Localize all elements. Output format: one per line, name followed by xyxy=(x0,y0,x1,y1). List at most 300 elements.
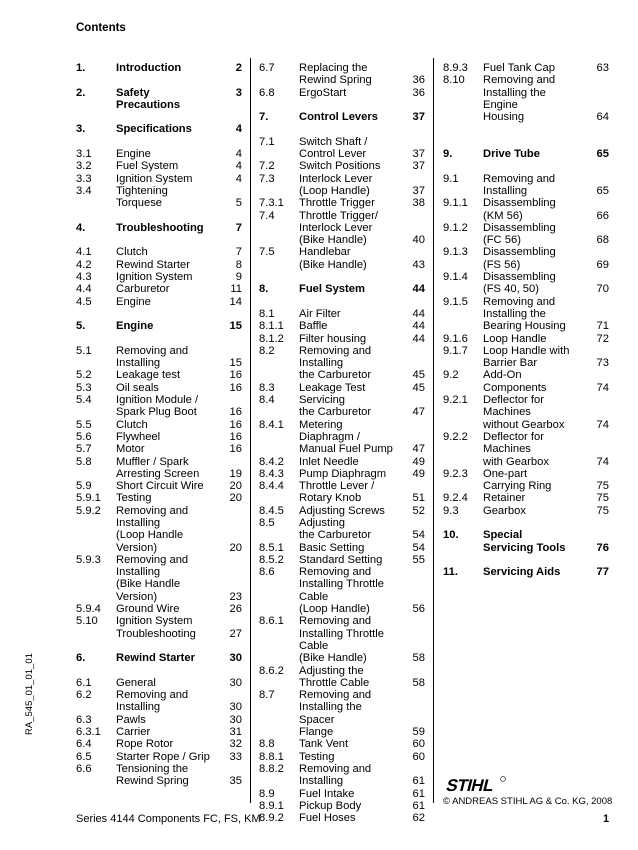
toc-entry-title-line: Switch Positions xyxy=(299,160,381,173)
toc-entry-number: 9.2.3 xyxy=(443,467,468,480)
toc-entry-title-line: Removing and xyxy=(299,615,372,628)
toc-entry-page: 16 xyxy=(229,369,242,382)
toc-entry-title xyxy=(483,197,581,222)
toc-entry-title-line: Installing xyxy=(116,357,161,370)
toc-entry-number: 7.4 xyxy=(259,209,275,222)
toc-entry xyxy=(76,505,242,554)
toc-entry xyxy=(76,394,242,419)
toc-entry-title-line: Ignition System xyxy=(116,615,193,628)
toc-entry-number: 6.3.1 xyxy=(76,726,101,739)
toc-entry xyxy=(76,763,242,788)
toc-entry-page: 44 xyxy=(412,320,425,333)
toc-entry-title-line: Special xyxy=(483,529,523,542)
toc-entry-title-line: Loop Handle with xyxy=(483,344,570,357)
toc-entry-title-line: Removing and xyxy=(299,566,372,579)
toc-entry-title xyxy=(299,542,397,554)
toc-entry-page: 16 xyxy=(229,430,242,443)
toc-entry-title xyxy=(299,419,397,456)
toc-entry xyxy=(76,382,242,394)
toc-entry-title-line: Barrier Bar xyxy=(483,357,538,370)
toc-entry-title-line: Manual Fuel Pump xyxy=(299,443,393,456)
toc-entry-title-line: Disassembling xyxy=(483,221,556,234)
toc-entry xyxy=(443,345,609,370)
toc-entry-title-line: Installing xyxy=(116,701,161,714)
toc-entry-page: 30 xyxy=(229,652,242,665)
footer-series: Series 4144 Components FC, FS, KM xyxy=(76,813,261,825)
toc-entry-number: 8.4.1 xyxy=(259,418,284,431)
toc-entry-page: 74 xyxy=(596,418,609,431)
toc-entry-page: 73 xyxy=(596,357,609,370)
toc-entry-number: 8.4.3 xyxy=(259,467,284,480)
toc-entry-page: 58 xyxy=(412,652,425,665)
toc-entry-title-line: Rewind Starter xyxy=(116,652,195,665)
footer-page-number: 1 xyxy=(603,813,610,825)
toc-entry-page: 2 xyxy=(235,62,242,74)
toc-entry-page: 40 xyxy=(412,234,425,247)
toc-entry-title xyxy=(299,173,397,198)
toc-column-1 xyxy=(76,62,242,788)
toc-entry-title xyxy=(116,677,214,689)
toc-entry-title-line: Installing xyxy=(299,357,344,370)
toc-entry-number: 5.10 xyxy=(76,615,98,628)
toc-entry-title-line: Rewind Spring xyxy=(116,775,189,788)
toc-entry-page: 16 xyxy=(229,443,242,456)
toc-entry-title-line: Interlock Lever xyxy=(299,221,373,234)
toc-entry-page: 37 xyxy=(412,148,425,161)
toc-entry-title xyxy=(299,308,397,320)
toc-entry-page: 4 xyxy=(235,160,242,173)
toc-entry-number: 3.1 xyxy=(76,148,92,161)
toc-entry-number: 3. xyxy=(76,123,86,136)
toc-entry xyxy=(76,480,242,492)
toc-entry-title-line: Switch Shaft / xyxy=(299,135,368,148)
toc-entry-title-line: Add-On Components xyxy=(483,369,547,394)
toc-entry xyxy=(259,419,425,456)
toc-entry xyxy=(259,517,425,542)
toc-entry-number: 9.1.4 xyxy=(443,271,468,284)
toc-entry xyxy=(259,62,425,87)
toc-entry-title xyxy=(116,505,214,554)
toc-entry-title-line: Ground Wire xyxy=(116,603,180,616)
toc-entry xyxy=(259,333,425,345)
toc-entry-page: 61 xyxy=(412,787,425,800)
toc-entry-title xyxy=(483,492,581,504)
toc-entry-number: 3.3 xyxy=(76,172,92,185)
toc-entry-number: 7.3.1 xyxy=(259,197,284,210)
toc-entry-title-line: Removing and xyxy=(116,689,189,702)
toc-entry-page: 20 xyxy=(229,480,242,493)
toc-entry-title xyxy=(483,505,581,517)
toc-entry-page: 30 xyxy=(229,701,242,714)
toc-entry-number: 5.2 xyxy=(76,369,92,382)
toc-entry xyxy=(76,148,242,160)
toc-entry-title-line: Throttle Lever / xyxy=(299,480,375,493)
toc-entry-title-line: Replacing the xyxy=(299,62,368,74)
toc-entry-title-line: Removing and xyxy=(483,172,556,185)
toc-entry-number: 8.10 xyxy=(443,74,465,87)
toc-entry-number: 9.1.1 xyxy=(443,197,468,210)
toc-entry-title-line: Loop Handle xyxy=(483,332,547,345)
toc-entry-number: 8.4.5 xyxy=(259,504,284,517)
toc-entry-page: 4 xyxy=(235,172,242,185)
toc-entry-title-line: (FS 56) xyxy=(483,258,521,271)
toc-entry-title-line: Rope Rotor xyxy=(116,738,174,751)
toc-entry-title-line: Removing and xyxy=(483,74,556,87)
toc-entry-title xyxy=(483,148,581,160)
toc-entry-number: 5.9.4 xyxy=(76,603,101,616)
toc-entry xyxy=(259,505,425,517)
toc-entry-title-line: Tank Vent xyxy=(299,738,349,751)
toc-entry-title-line: (Bike Handle Version) xyxy=(116,578,181,603)
toc-entry-title xyxy=(116,283,214,295)
toc-entry-title xyxy=(299,333,397,345)
toc-entry-number: 5.1 xyxy=(76,344,92,357)
toc-entry-title-line: Oil seals xyxy=(116,381,159,394)
toc-entry xyxy=(443,74,609,123)
toc-entry-title-line: Adjusting xyxy=(299,516,346,529)
toc-entry-number: 7.2 xyxy=(259,160,275,173)
toc-entry-title-line: Filter housing xyxy=(299,332,367,345)
toc-entry-title-line: (Bike Handle) xyxy=(299,234,367,247)
toc-entry-page: 32 xyxy=(229,738,242,751)
toc-entry-number: 8.5 xyxy=(259,516,275,529)
toc-entry-number: 10. xyxy=(443,529,459,542)
toc-entry-title-line: Troubleshooting xyxy=(116,221,204,234)
toc-entry-title-line: Housing xyxy=(483,111,525,124)
toc-entry-title xyxy=(116,320,214,332)
toc-entry-page: 37 xyxy=(412,184,425,197)
toc-entry-title xyxy=(299,382,397,394)
toc-entry-number: 5.9 xyxy=(76,480,92,493)
toc-entry-number: 5.9.2 xyxy=(76,504,101,517)
toc-entry xyxy=(259,160,425,172)
toc-entry-title-line: Removing and xyxy=(116,344,189,357)
toc-entry-page: 36 xyxy=(412,74,425,87)
page-heading: Contents xyxy=(76,22,126,34)
toc-entry-page: 65 xyxy=(596,148,609,161)
toc-entry-title-line: Disassembling xyxy=(483,271,556,284)
column-divider xyxy=(433,58,434,803)
toc-entry-number: 3.2 xyxy=(76,160,92,173)
toc-entry xyxy=(76,456,242,481)
toc-entry-page: 8 xyxy=(235,258,242,271)
toc-entry-page: 47 xyxy=(412,443,425,456)
toc-entry-title xyxy=(116,419,214,431)
toc-entry-page: 23 xyxy=(229,590,242,603)
toc-entry-page: 69 xyxy=(596,258,609,271)
toc-entry-title xyxy=(483,246,581,271)
toc-entry-title-line: Tightening Torquese xyxy=(116,184,168,210)
toc-entry-page: 75 xyxy=(596,480,609,493)
toc-entry-title-line: (KM 56) xyxy=(483,209,523,222)
toc-entry-page: 49 xyxy=(412,455,425,468)
toc-entry-title xyxy=(299,197,397,209)
toc-entry-title-line: Removing and xyxy=(116,553,189,566)
toc-entry-number: 4. xyxy=(76,221,86,234)
toc-entry-title xyxy=(116,726,214,738)
toc-entry-title-line: Fuel System xyxy=(116,160,179,173)
toc-entry xyxy=(443,271,609,296)
toc-entry-page: 51 xyxy=(412,492,425,505)
toc-entry-title-line: Fuel Tank Cap xyxy=(483,62,555,74)
toc-entry-number: 6. xyxy=(76,652,86,665)
toc-entry-title xyxy=(299,136,397,161)
toc-entry-page: 56 xyxy=(412,603,425,616)
toc-entry xyxy=(76,603,242,615)
toc-entry-title-line: Servicing Tools xyxy=(483,541,566,554)
toc-entry xyxy=(76,751,242,763)
toc-entry xyxy=(259,689,425,738)
toc-entry xyxy=(259,136,425,161)
toc-column-3 xyxy=(443,62,609,578)
toc-entry-page: 74 xyxy=(596,381,609,394)
toc-entry xyxy=(443,369,609,394)
toc-entry-title-line: Testing xyxy=(299,750,335,763)
toc-entry-title xyxy=(299,480,397,505)
toc-entry-title-line: Flange xyxy=(299,726,334,739)
toc-entry-title-line: Interlock Lever xyxy=(299,172,373,185)
toc-entry-title-line: Deflector for Machines xyxy=(483,394,544,419)
toc-entry xyxy=(259,308,425,320)
toc-entry-title-line: Fuel Intake xyxy=(299,787,355,800)
toc-entry xyxy=(76,320,242,332)
toc-entry-number: 4.1 xyxy=(76,246,92,259)
toc-entry-page: 7 xyxy=(235,221,242,234)
toc-entry-page: 77 xyxy=(596,566,609,579)
toc-entry-title xyxy=(299,689,397,738)
toc-entry-number: 8.9.3 xyxy=(443,62,468,74)
toc-entry-number: 2. xyxy=(76,86,86,99)
toc-entry-page: 61 xyxy=(412,775,425,788)
toc-entry-title xyxy=(299,763,397,788)
toc-entry-title xyxy=(299,665,397,690)
toc-entry xyxy=(76,345,242,370)
toc-entry xyxy=(443,505,609,517)
toc-entry-number: 8.1.2 xyxy=(259,332,284,345)
toc-entry-title xyxy=(299,517,397,542)
toc-entry-title xyxy=(116,259,214,271)
toc-entry-page: 37 xyxy=(412,111,425,124)
toc-entry-number: 9.1.6 xyxy=(443,332,468,345)
toc-entry xyxy=(259,812,425,824)
toc-entry-number: 9.1.2 xyxy=(443,221,468,234)
toc-entry-number: 8.8 xyxy=(259,738,275,751)
toc-entry-title-line: Clutch xyxy=(116,418,148,431)
toc-entry-number: 11. xyxy=(443,566,458,579)
toc-entry-title xyxy=(116,394,214,419)
toc-entry-number: 6.5 xyxy=(76,750,92,763)
toc-entry-page: 4 xyxy=(235,123,242,136)
toc-entry-page: 75 xyxy=(596,504,609,517)
toc-entry-title-line: Spark Plug Boot xyxy=(116,406,197,419)
toc-entry-number: 9.3 xyxy=(443,504,459,517)
toc-entry-title-line: Metering Diaphragm / xyxy=(299,418,360,443)
toc-entry xyxy=(259,87,425,99)
toc-entry-page: 62 xyxy=(412,812,425,825)
toc-entry-title xyxy=(116,369,214,381)
toc-entry-title-line: Starter Rope / Grip xyxy=(116,750,210,763)
toc-entry-title xyxy=(299,62,397,87)
toc-entry-title xyxy=(483,296,581,333)
toc-entry-page: 54 xyxy=(412,529,425,542)
toc-entry-page: 60 xyxy=(412,738,425,751)
toc-entry-page: 54 xyxy=(412,541,425,554)
toc-entry-title xyxy=(116,185,214,210)
toc-entry-title xyxy=(116,246,214,258)
toc-entry-title-line: Removing and xyxy=(299,689,372,702)
toc-entry xyxy=(259,763,425,788)
toc-entry xyxy=(443,222,609,247)
toc-entry xyxy=(76,123,242,135)
toc-entry-page: 16 xyxy=(229,418,242,431)
toc-entry-page: 15 xyxy=(229,357,242,370)
toc-entry-title xyxy=(116,443,214,455)
toc-entry-title-line: Flywheel xyxy=(116,430,161,443)
toc-entry-page: 70 xyxy=(596,283,609,296)
toc-entry-number: 8.3 xyxy=(259,381,275,394)
toc-entry xyxy=(259,468,425,480)
toc-entry xyxy=(76,443,242,455)
toc-entry-title-line: Air Filter xyxy=(299,307,341,320)
toc-entry-title-line: Servicing xyxy=(299,394,346,407)
toc-entry-number: 6.6 xyxy=(76,762,92,775)
toc-entry-page: 37 xyxy=(412,160,425,173)
toc-entry-number: 8.6 xyxy=(259,566,275,579)
toc-entry-title-line: the Carburetor xyxy=(299,406,372,419)
toc-entry-page: 35 xyxy=(229,775,242,788)
toc-entry-title-line: Installing xyxy=(299,775,344,788)
toc-entry xyxy=(443,246,609,271)
toc-entry-title xyxy=(116,87,214,112)
toc-entry xyxy=(76,738,242,750)
toc-entry-number: 8.9 xyxy=(259,787,275,800)
toc-entry-title xyxy=(483,222,581,247)
toc-entry-number: 8.7 xyxy=(259,689,275,702)
toc-entry-title-line: Introduction xyxy=(116,62,182,74)
toc-entry-title xyxy=(116,615,214,640)
toc-entry-number: 7.5 xyxy=(259,246,275,259)
toc-entry-title-line: Removing and xyxy=(483,295,556,308)
toc-entry-title-line: (FS 40, 50) xyxy=(483,283,539,296)
toc-entry-title-line: Rewind Spring xyxy=(299,74,372,87)
toc-entry-title xyxy=(116,554,214,603)
toc-entry xyxy=(76,246,242,258)
toc-entry-title-line: Carrying Ring xyxy=(483,480,552,493)
toc-entry-title xyxy=(483,566,581,578)
toc-entry-page: 20 xyxy=(229,541,242,554)
toc-entry-title-line: Adjusting the xyxy=(299,664,364,677)
toc-entry-title-line: Short Circuit Wire xyxy=(116,480,204,493)
toc-entry-number: 5.3 xyxy=(76,381,92,394)
toc-entry-title xyxy=(116,751,214,763)
toc-entry-number: 5.4 xyxy=(76,394,92,407)
toc-entry-title-line: Installing xyxy=(483,184,528,197)
toc-entry-page: 27 xyxy=(229,627,242,640)
toc-entry xyxy=(259,345,425,382)
toc-entry-title xyxy=(299,751,397,763)
toc-entry xyxy=(259,738,425,750)
toc-entry-title-line: Engine xyxy=(116,320,154,333)
toc-entry xyxy=(76,173,242,185)
toc-entry-title-line: Pawls xyxy=(116,713,146,726)
toc-entry-title-line: Ignition System xyxy=(116,271,193,284)
toc-entry xyxy=(76,714,242,726)
toc-entry-title-line: Throttle Cable xyxy=(299,676,370,689)
toc-entry xyxy=(259,751,425,763)
toc-entry-title-line: the Carburetor xyxy=(299,529,372,542)
toc-entry-title-line: Bearing Housing xyxy=(483,320,566,333)
toc-entry-title xyxy=(299,160,397,172)
toc-entry-number: 8.6.1 xyxy=(259,615,284,628)
toc-entry-title xyxy=(299,111,397,123)
toc-entry-page: 63 xyxy=(596,62,609,74)
toc-entry-page: 3 xyxy=(235,86,242,99)
toc-entry-title xyxy=(299,738,397,750)
toc-entry xyxy=(76,726,242,738)
toc-entry-title-line: General xyxy=(116,676,156,689)
toc-entry-page: 43 xyxy=(412,258,425,271)
toc-entry-title xyxy=(116,456,214,481)
toc-entry-number: 8.5.1 xyxy=(259,541,284,554)
toc-entry-title-line: Tensioning the xyxy=(116,762,189,775)
toc-entry-number: 3.4 xyxy=(76,184,92,197)
toc-entry-title xyxy=(299,505,397,517)
toc-entry-number: 9.1.7 xyxy=(443,344,468,357)
toc-entry-title xyxy=(483,431,581,468)
toc-entry-title xyxy=(483,529,581,554)
toc-entry-title-line: Removing and xyxy=(299,344,372,357)
toc-entry-page: 4 xyxy=(235,148,242,161)
toc-entry-number: 8.1 xyxy=(259,307,275,320)
toc-entry-title xyxy=(483,369,581,394)
toc-entry-page: 58 xyxy=(412,676,425,689)
toc-entry-title xyxy=(116,738,214,750)
toc-entry xyxy=(443,333,609,345)
toc-entry xyxy=(76,492,242,504)
toc-entry-title xyxy=(483,74,581,123)
toc-entry-title-line: Ignition Module / xyxy=(116,394,199,407)
toc-entry-page: 49 xyxy=(412,467,425,480)
toc-entry-page: 60 xyxy=(412,750,425,763)
toc-entry-title-line: Control Levers xyxy=(299,111,378,124)
toc-entry-page: 65 xyxy=(596,184,609,197)
toc-entry-title xyxy=(116,222,214,234)
toc-entry xyxy=(76,271,242,283)
toc-entry-number: 8.4 xyxy=(259,394,275,407)
toc-entry-title-line: Ignition System xyxy=(116,172,193,185)
toc-entry-title xyxy=(299,468,397,480)
toc-entry-title-line: One-part xyxy=(483,467,528,480)
toc-entry-number: 8.8.2 xyxy=(259,762,284,775)
toc-entry-title-line: Installing xyxy=(116,516,161,529)
toc-entry-title xyxy=(116,296,214,308)
side-reference-code: RA_545_01_01_01 xyxy=(24,653,35,735)
toc-entry-title-line: Clutch xyxy=(116,246,148,259)
toc-entry-title-line: Fuel Hoses xyxy=(299,812,356,825)
toc-entry-title xyxy=(116,689,214,714)
toc-entry xyxy=(443,173,609,198)
toc-entry-number: 8.5.2 xyxy=(259,553,284,566)
toc-entry-title-line: Engine xyxy=(116,148,151,161)
toc-entry-title-line: Servicing Aids xyxy=(483,566,561,579)
toc-entry-title xyxy=(483,394,581,431)
toc-entry xyxy=(259,394,425,419)
toc-entry-number: 9. xyxy=(443,148,453,161)
toc-entry-title xyxy=(299,456,397,468)
toc-entry-title xyxy=(116,603,214,615)
toc-entry xyxy=(443,296,609,333)
toc-entry-title-line: Muffler / Spark xyxy=(116,455,189,468)
